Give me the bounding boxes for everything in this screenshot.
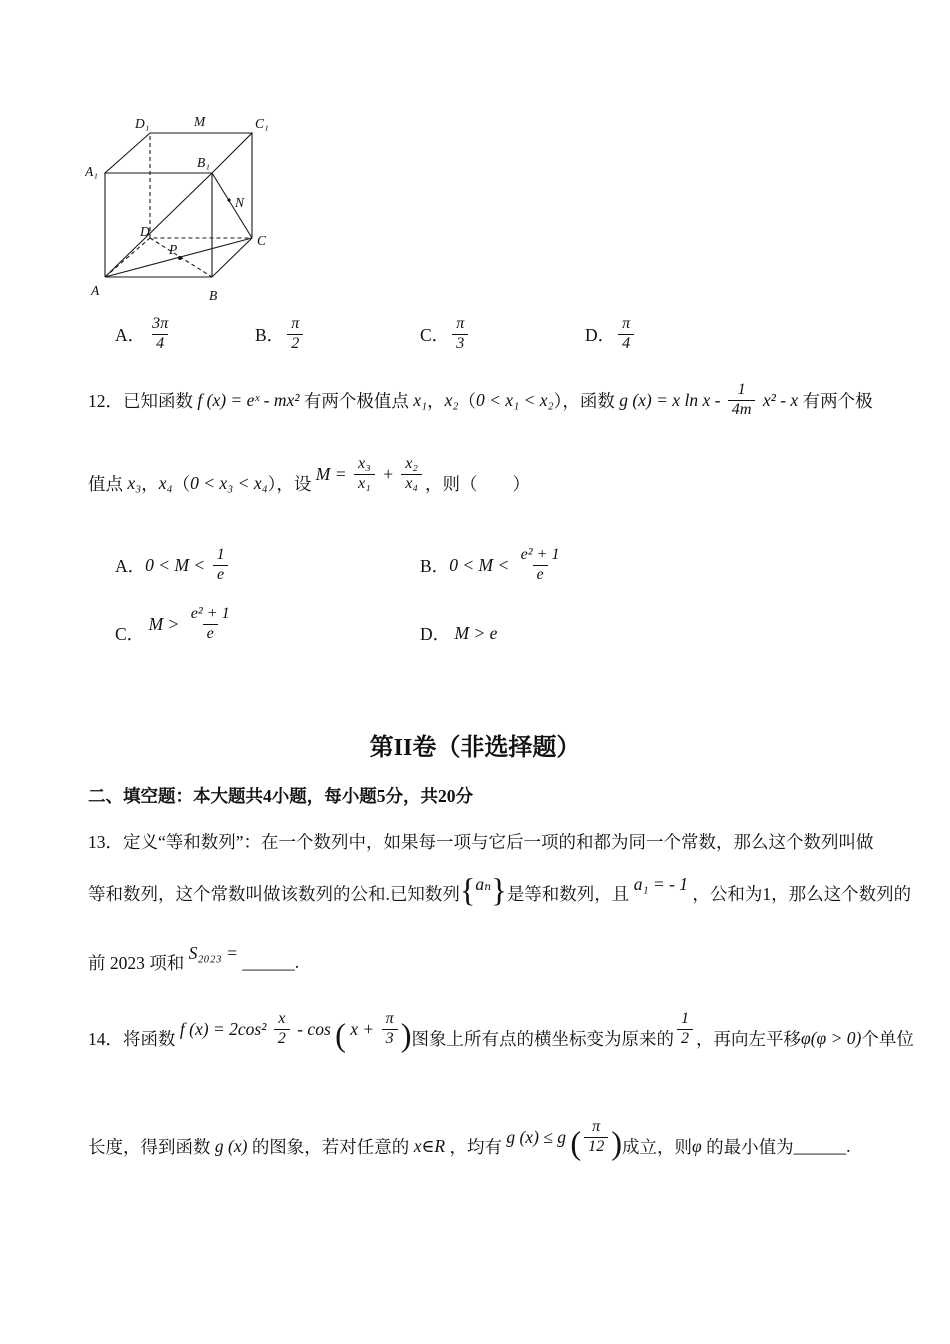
math-run: f (x) = eˣ - mx²: [193, 389, 304, 410]
q11-option-b: [255, 312, 306, 356]
text-run: 等和数列，这个常数叫做该数列的公和.已知数列: [88, 883, 460, 904]
text-run: ，均有: [449, 1136, 502, 1157]
q11-option-c: [420, 312, 471, 356]
fraction-denominator: e: [533, 565, 548, 585]
text-run: ______.: [242, 951, 300, 972]
math-run: - cos: [292, 1018, 336, 1039]
cube-top-face: [105, 133, 252, 173]
text-run: 13．定义“等和数列”：在一个数列中，如果每一项与它后一项的和都为同一个常数，那么这个数列叫做: [88, 831, 874, 852]
vertex-label-a: A: [91, 283, 100, 298]
fraction-denominator: 2: [677, 1029, 693, 1049]
text-run: ，: [427, 390, 445, 411]
text-run: 的最小值为: [706, 1136, 794, 1157]
fraction-numerator: 1: [216, 545, 225, 563]
fraction-denominator: 3: [452, 334, 468, 354]
math-run: x +: [345, 1018, 379, 1039]
math-run: φ(φ > 0): [801, 1027, 862, 1048]
text-run: B．: [420, 555, 450, 576]
fraction: [148, 315, 172, 354]
fraction-denominator: 2: [287, 334, 303, 354]
text-run: ______.: [793, 1135, 851, 1156]
math-run: 0 < M <: [449, 554, 514, 575]
text-run: C．: [115, 623, 145, 644]
fraction-numerator: x₂: [405, 454, 418, 472]
fraction: [618, 315, 634, 354]
q12-option-a: [115, 538, 232, 592]
math-run: 0 < M <: [145, 554, 210, 575]
text-run: C．: [420, 324, 450, 345]
text-run: ，则（ ）: [425, 473, 530, 494]
point-p-dot: [178, 256, 182, 260]
fraction: [584, 1118, 608, 1157]
fraction-numerator: 1: [737, 380, 746, 398]
text-run: （: [458, 390, 476, 411]
fraction: [287, 315, 303, 354]
q11-option-a: [115, 312, 175, 356]
text-run: B．: [255, 324, 285, 345]
text-run: 长度，得到函数: [88, 1136, 211, 1157]
question-13-line-3: [88, 942, 299, 982]
fraction-denominator: 4m: [728, 400, 756, 420]
fraction-denominator: x₄: [401, 474, 422, 494]
text-run: 有两个极: [802, 390, 873, 411]
text-run: D．: [420, 623, 451, 644]
fraction-numerator: 3π: [152, 314, 169, 332]
question-13-line-1: [88, 826, 874, 856]
text-run: 前 2023 项和: [88, 952, 185, 973]
math-run: M >: [144, 613, 184, 634]
fraction-numerator: π: [385, 1009, 394, 1027]
cube-figure: [85, 112, 275, 307]
fraction: [354, 455, 375, 494]
question-13-line-2: 等和数列，这个常数叫做该数列的公和.已知数列 { aₙ } 是等和数列，且 a₁ = - 1 ，公和为1，那么这个数列的: [88, 873, 912, 909]
text-run: 有两个极值点: [303, 390, 409, 411]
fraction: [274, 1010, 290, 1049]
text-run: 图象上所有点的横坐标变为原来的: [411, 1028, 674, 1049]
text-run: 成立，则: [622, 1136, 693, 1157]
text-run: （: [172, 473, 191, 494]
vertex-label-c1: C₁: [255, 116, 269, 131]
fraction: [401, 455, 422, 494]
vertex-label-d1: D₁: [135, 116, 150, 131]
math-run: g (x): [210, 1135, 252, 1156]
math-run: f (x) = 2cos²: [175, 1018, 271, 1039]
fraction-numerator: π: [456, 314, 465, 332]
math-run: x₂: [444, 389, 459, 410]
math-run: x₃: [123, 472, 142, 493]
text-run: 14．将函数: [88, 1028, 176, 1049]
text-run: ），函数: [553, 390, 615, 411]
text-run: D．: [585, 324, 616, 345]
fraction-denominator: 4: [618, 334, 634, 354]
fraction: [213, 546, 229, 585]
math-run: 0 < x₃ < x₄: [190, 472, 268, 493]
vertex-label-n: N: [235, 195, 245, 210]
fraction: [382, 1010, 398, 1049]
math-run: x₄: [158, 472, 173, 493]
math-run: +: [377, 463, 399, 484]
text-run: ，: [141, 473, 159, 494]
text-run: ，公和为1，那么这个数列的: [692, 883, 912, 904]
segment-b1-c: [212, 173, 252, 238]
text-run: 12．已知函数: [88, 390, 193, 411]
text-run: 是等和数列，且: [506, 883, 630, 904]
text-run: ，再向左平移: [696, 1028, 802, 1049]
text-run: 值点: [88, 473, 123, 494]
text-run: 个单位: [861, 1028, 914, 1049]
fraction-numerator: x: [278, 1009, 286, 1027]
diagonal-a-b1: [105, 173, 212, 277]
vertex-label-c: C: [257, 233, 267, 248]
vertex-label-a1: A₁: [85, 164, 98, 179]
math-run: x² - x: [758, 389, 803, 410]
math-run: φ: [692, 1135, 707, 1156]
fraction: [517, 546, 564, 585]
fraction-denominator: x₁: [354, 474, 375, 494]
math-run: S₂₀₂₃ =: [184, 942, 243, 963]
part2-title: 第II卷（非选择题）: [369, 735, 581, 761]
q11-option-d: [585, 312, 637, 356]
vertex-label-d: D: [140, 224, 150, 239]
fraction-numerator: e² + 1: [190, 604, 230, 622]
math-run: g (x) = x ln x -: [614, 389, 725, 410]
math-run: g (x) ≤ g: [501, 1126, 571, 1147]
q12-option-d: [420, 606, 497, 660]
vertex-label-m: M: [194, 114, 206, 129]
fraction: [728, 381, 756, 420]
q12-option-c: [115, 606, 237, 660]
math-run: M =: [311, 463, 351, 484]
vertex-label-b: B: [209, 288, 218, 303]
fraction-numerator: π: [592, 1117, 601, 1135]
text-run: 的图象，若对任意的: [251, 1136, 410, 1157]
question-12-line-2: [88, 452, 530, 514]
fraction-numerator: π: [291, 314, 300, 332]
fraction-denominator: 12: [584, 1137, 608, 1157]
fraction-numerator: x₃: [357, 454, 371, 472]
vertex-label-p: P: [169, 242, 178, 257]
fraction-denominator: e: [213, 565, 228, 585]
question-14-line-1: 14．将函数 f (x) = 2cos² $\frac{x}{2}$ - cos ( x + $\frac{\pi}{3}$ ) 图象上所有点的横坐标变为原来的 $\frac{1}{2}$ ，再向左平移 φ(φ > 0) 个单位: [88, 1009, 914, 1054]
point-n-dot: [227, 198, 230, 201]
math-run: a₁ = - 1: [629, 873, 693, 894]
fraction-denominator: e: [203, 624, 218, 644]
fraction-denominator: 2: [274, 1029, 290, 1049]
text-run: ），设: [267, 473, 312, 494]
fraction-denominator: 4: [152, 334, 168, 354]
math-run: x∈R: [409, 1135, 450, 1156]
text-run: A．: [115, 324, 146, 345]
fill-in-blanks-header: 二、填空题：本大题共4小题，每小题5分，共20分: [88, 786, 473, 806]
fraction-numerator: π: [622, 314, 631, 332]
question-12-line-1: [88, 376, 873, 424]
text-run: A．: [115, 555, 146, 576]
q12-option-b: [420, 538, 567, 592]
fraction-numerator: e² + 1: [520, 545, 560, 563]
fraction-denominator: 3: [382, 1029, 398, 1049]
fraction: [187, 605, 234, 644]
fraction: [677, 1010, 693, 1049]
question-14-line-2: 长度，得到函数 g (x) 的图象，若对任意的 x∈R ，均有 g (x) ≤ g ( $\frac{\pi}{12}$ ) 成立，则 φ 的最小值为 ______.: [88, 1117, 851, 1162]
vertex-label-b1: B₁: [197, 155, 210, 170]
math-run: x₁: [408, 389, 428, 410]
math-run: aₙ: [475, 873, 492, 894]
fraction: [452, 315, 468, 354]
math-run: M > e: [450, 622, 498, 643]
fraction-numerator: 1: [680, 1009, 690, 1027]
math-run: 0 < x₁ < x₂: [476, 389, 554, 410]
